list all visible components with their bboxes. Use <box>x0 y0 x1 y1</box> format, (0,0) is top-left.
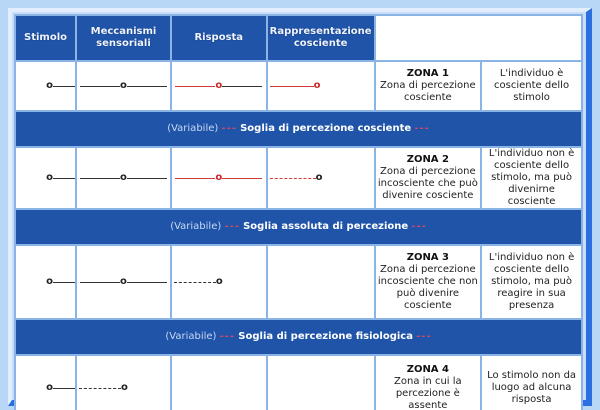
meccanismi-node: o <box>120 276 127 287</box>
meccanismi-cell <box>77 62 170 110</box>
line-segment <box>127 86 167 87</box>
line-segment <box>53 178 75 179</box>
zone-description-cell <box>376 246 481 318</box>
stimolo-node: o <box>46 276 54 287</box>
threshold-dash: --- <box>414 123 430 134</box>
header-risposta: Risposta <box>172 16 266 60</box>
meccanismi-cell <box>77 148 170 208</box>
threshold-banner <box>16 112 581 146</box>
perception-zones-table <box>14 14 583 410</box>
line-segment <box>175 178 215 179</box>
threshold-dash: --- <box>221 123 237 134</box>
stimolo-cell <box>16 62 75 110</box>
threshold-dash: --- <box>411 221 427 232</box>
zone-effect-cell: L'individuo non è cosciente dello stimolo, ma può divenirne cosciente <box>482 148 581 208</box>
meccanismi-cell <box>77 356 170 410</box>
zone-title: ZONA 4 <box>406 364 449 375</box>
zone-row-3 <box>16 246 581 318</box>
threshold-variable-label: (Variabile) <box>167 123 219 134</box>
risposta-node: o <box>215 276 223 287</box>
rappresentazione-cell <box>268 148 374 208</box>
rappresentazione-node: o <box>313 80 321 91</box>
stimolo-cell <box>16 246 75 318</box>
threshold-dash: --- <box>219 331 236 342</box>
header-rappresentazione-cosciente: Rappresentazione cosciente <box>268 16 374 60</box>
threshold-dash: --- <box>224 221 240 232</box>
meccanismi-node: o <box>121 382 128 393</box>
zone-title: ZONA 2 <box>406 154 449 165</box>
risposta-cell <box>172 62 266 110</box>
line-segment <box>222 178 262 179</box>
dashed-segment <box>270 178 316 179</box>
zone-description-cell <box>376 356 481 410</box>
line-segment <box>175 86 215 87</box>
zone-description: Zona di percezione cosciente <box>380 80 476 103</box>
risposta-cell <box>172 148 266 208</box>
threshold-dash: --- <box>416 331 432 342</box>
line-segment <box>127 178 167 179</box>
threshold-variable-label: (Variabile) <box>165 331 217 342</box>
threshold-label: Soglia assoluta di percezione <box>243 221 409 232</box>
dashed-segment <box>79 388 121 389</box>
threshold-row-2 <box>16 210 581 244</box>
meccanismi-cell <box>77 246 170 318</box>
zone-description: Zona in cui la percezione è assente <box>394 376 462 410</box>
line-segment <box>270 86 314 87</box>
risposta-cell <box>172 246 266 318</box>
zone-row-2 <box>16 148 581 208</box>
rappresentazione-cell-empty <box>268 356 374 410</box>
zone-effect-cell: L'individuo è cosciente dello stimolo <box>482 62 581 110</box>
rappresentazione-cell <box>268 62 374 110</box>
header-row <box>16 16 581 60</box>
threshold-banner <box>16 320 581 354</box>
header-stimolo: Stimolo <box>16 16 75 60</box>
risposta-node: o <box>215 172 223 183</box>
line-segment <box>127 282 167 283</box>
risposta-node: o <box>215 80 223 91</box>
zone-row-1 <box>16 62 581 110</box>
rappresentazione-node: o <box>315 172 323 183</box>
dashed-segment <box>174 282 216 283</box>
threshold-row-1 <box>16 112 581 146</box>
header-blank-cell <box>376 16 581 60</box>
stimolo-cell <box>16 356 75 410</box>
meccanismi-node: o <box>120 80 127 91</box>
zone-title: ZONA 3 <box>406 252 449 263</box>
meccanismi-node: o <box>120 172 127 183</box>
line-segment <box>53 86 75 87</box>
threshold-label: Soglia di percezione fisiologica <box>238 331 413 342</box>
zone-effect-cell: L'individuo non è cosciente dello stimolo, ma può reagire in sua presenza <box>482 246 581 318</box>
zone-description: Zona di percezione incosciente che non può divenire cosciente <box>377 264 478 311</box>
zone-title: ZONA 1 <box>406 68 449 79</box>
zone-description-cell <box>376 62 481 110</box>
line-segment <box>53 388 75 389</box>
threshold-variable-label: (Variabile) <box>170 221 222 232</box>
threshold-row-3 <box>16 320 581 354</box>
threshold-banner <box>16 210 581 244</box>
risposta-cell-empty <box>172 356 266 410</box>
stimolo-node: o <box>46 172 54 183</box>
zone-description-cell <box>376 148 481 208</box>
stimolo-node: o <box>46 80 54 91</box>
line-segment <box>80 282 120 283</box>
rappresentazione-cell-empty <box>268 246 374 318</box>
line-segment <box>80 86 120 87</box>
zone-description: Zona di percezione incosciente che può divenire cosciente <box>377 166 478 201</box>
threshold-label: Soglia di percezione cosciente <box>240 123 412 134</box>
zone-effect-cell: Lo stimolo non da luogo ad alcuna risposta <box>482 356 581 410</box>
line-segment <box>80 178 120 179</box>
stimolo-cell <box>16 148 75 208</box>
line-segment <box>53 282 75 283</box>
zone-row-4 <box>16 356 581 410</box>
line-segment <box>222 86 262 87</box>
stimolo-node: o <box>46 382 54 393</box>
header-meccanismi-sensoriali: Meccanismi sensoriali <box>77 16 170 60</box>
